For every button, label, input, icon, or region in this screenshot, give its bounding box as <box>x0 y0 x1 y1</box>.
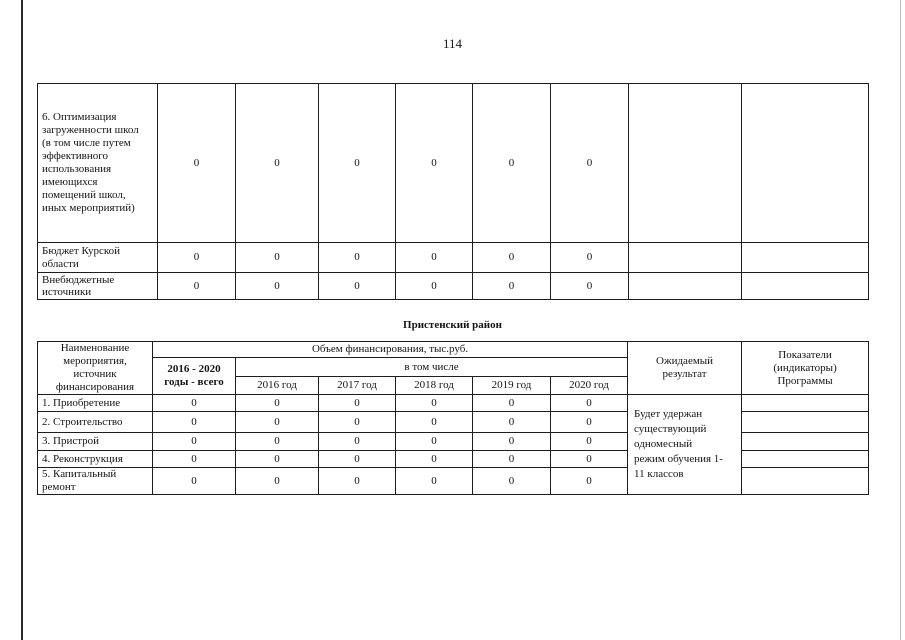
value-cell-total: 0 <box>158 243 236 273</box>
value-cell-total: 0 <box>153 468 236 495</box>
value-cell-2016: 0 <box>236 395 319 412</box>
value-cell-2019: 0 <box>473 243 551 273</box>
value-cell-2016: 0 <box>236 433 319 451</box>
value-cell-2020: 0 <box>551 451 628 468</box>
value-cell-2016: 0 <box>236 468 319 495</box>
header-funding-volume: Объем финансирования, тыс.руб. <box>153 342 628 358</box>
value-cell-2016: 0 <box>236 412 319 433</box>
source-name-cell: Внебюджетные источники <box>38 273 158 300</box>
value-cell-2020: 0 <box>551 433 628 451</box>
value-cell-2017: 0 <box>319 273 396 300</box>
value-cell-2016: 0 <box>236 243 319 273</box>
activity-name-cell: 2. Строительство <box>38 412 153 433</box>
indicators-cell <box>742 412 869 433</box>
header-expected-result: Ожидаемый результат <box>628 342 742 395</box>
source-name-cell: Бюджет Курской области <box>38 243 158 273</box>
header-year-2018: 2018 год <box>396 377 473 395</box>
value-cell-2020: 0 <box>551 243 629 273</box>
indicators-cell <box>742 273 869 300</box>
result-cell <box>629 84 742 243</box>
value-cell-2020: 0 <box>551 412 628 433</box>
financing-table <box>37 341 869 495</box>
header-activity-name: Наименование мероприятия, источник финансирования <box>38 342 153 395</box>
indicators-cell <box>742 433 869 451</box>
table-row <box>38 468 869 495</box>
value-cell-2019: 0 <box>473 433 551 451</box>
result-cell <box>629 243 742 273</box>
value-cell-2017: 0 <box>319 243 396 273</box>
value-cell-2018: 0 <box>396 84 473 243</box>
header-row <box>38 342 869 358</box>
value-cell-2017: 0 <box>319 451 396 468</box>
activity-name-cell: 3. Пристрой <box>38 433 153 451</box>
financing-table-continued <box>37 83 869 300</box>
value-cell-2019: 0 <box>473 395 551 412</box>
value-cell-total: 0 <box>153 451 236 468</box>
expected-result-cell: Будет удержан существующий одномесный режим обучения 1- 11 классов <box>628 395 742 495</box>
value-cell-2020: 0 <box>551 84 629 243</box>
value-cell-total: 0 <box>158 84 236 243</box>
indicators-cell <box>742 468 869 495</box>
value-cell-2018: 0 <box>396 243 473 273</box>
value-cell-2018: 0 <box>396 451 473 468</box>
value-cell-2018: 0 <box>396 433 473 451</box>
table-row <box>38 433 869 451</box>
header-year-2019: 2019 год <box>473 377 551 395</box>
value-cell-2020: 0 <box>551 273 629 300</box>
value-cell-2020: 0 <box>551 395 628 412</box>
section-title: Пристенский район <box>403 319 502 331</box>
table-row <box>38 412 869 433</box>
header-total-2016-2020: 2016 - 2020 годы - всего <box>153 358 236 395</box>
header-including: в том числе <box>236 358 628 377</box>
value-cell-2020: 0 <box>551 468 628 495</box>
value-cell-total: 0 <box>153 412 236 433</box>
value-cell-2019: 0 <box>473 451 551 468</box>
value-cell-2019: 0 <box>473 468 551 495</box>
header-year-2020: 2020 год <box>551 377 628 395</box>
value-cell-2017: 0 <box>319 84 396 243</box>
value-cell-2018: 0 <box>396 468 473 495</box>
value-cell-2016: 0 <box>236 451 319 468</box>
activity-name-cell: 6. Оптимизация загруженности школ (в том числе путем эффективного использования имеющихся помещений школ, иных мероприятий) <box>38 84 158 243</box>
table-row <box>38 451 869 468</box>
value-cell-total: 0 <box>153 433 236 451</box>
value-cell-total: 0 <box>153 395 236 412</box>
value-cell-2018: 0 <box>396 273 473 300</box>
value-cell-2017: 0 <box>319 395 396 412</box>
value-cell-2017: 0 <box>319 468 396 495</box>
table-row <box>38 273 869 300</box>
value-cell-2019: 0 <box>473 84 551 243</box>
value-cell-2019: 0 <box>473 412 551 433</box>
table-row <box>38 395 869 412</box>
result-cell <box>629 273 742 300</box>
table-row <box>38 84 869 243</box>
value-cell-2018: 0 <box>396 395 473 412</box>
value-cell-2017: 0 <box>319 433 396 451</box>
table-row <box>38 243 869 273</box>
value-cell-total: 0 <box>158 273 236 300</box>
page-number: 114 <box>442 36 463 51</box>
value-cell-2017: 0 <box>319 412 396 433</box>
activity-name-cell: 5. Капитальный ремонт <box>38 468 153 495</box>
indicators-cell <box>742 451 869 468</box>
header-year-2017: 2017 год <box>319 377 396 395</box>
activity-name-cell: 1. Приобретение <box>38 395 153 412</box>
activity-name-cell: 4. Реконструкция <box>38 451 153 468</box>
value-cell-2018: 0 <box>396 412 473 433</box>
value-cell-2019: 0 <box>473 273 551 300</box>
indicators-cell <box>742 243 869 273</box>
header-year-2016: 2016 год <box>236 377 319 395</box>
indicators-cell <box>742 395 869 412</box>
value-cell-2016: 0 <box>236 273 319 300</box>
value-cell-2016: 0 <box>236 84 319 243</box>
indicators-cell <box>742 84 869 243</box>
header-indicators: Показатели (индикаторы) Программы <box>742 342 869 395</box>
